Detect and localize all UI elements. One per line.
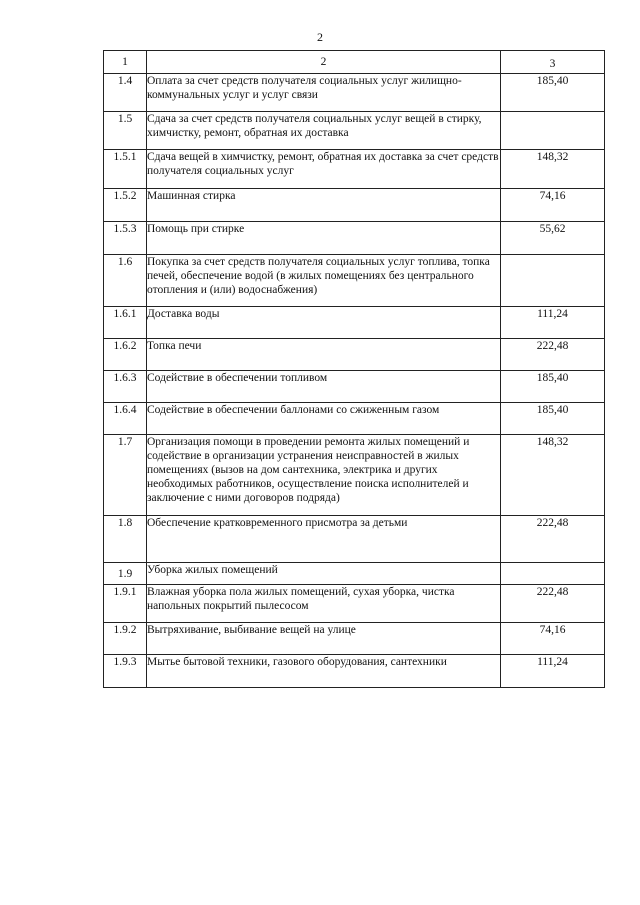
column-header-2: 2 — [147, 51, 501, 74]
row-description: Влажная уборка пола жилых помещений, сухая уборка, чистка напольных покрытий пылесосом — [147, 585, 501, 623]
row-number: 1.5.3 — [104, 222, 147, 255]
table-row — [104, 307, 605, 339]
row-description: Сдача за счет средств получателя социальных услуг вещей в стирку, химчистку, ремонт, обратная их доставка — [147, 112, 501, 150]
row-description: Уборка жилых помещений — [147, 563, 501, 585]
table-row — [104, 623, 605, 655]
page-number: 2 — [317, 30, 323, 44]
row-price: 222,48 — [501, 585, 605, 623]
table-row — [104, 74, 605, 112]
table-row — [104, 655, 605, 688]
row-price — [501, 255, 605, 307]
row-price: 74,16 — [501, 623, 605, 655]
row-description: Организация помощи в проведении ремонта жилых помещений и содействие в организации устранения неисправностей в жилых помещениях (вызов на дом сантехника, электрика и других необходимых работников, осуществление поиска исполнителей и заключение с ними договоров подряда) — [147, 435, 501, 516]
table-row — [104, 371, 605, 403]
row-number: 1.6 — [104, 255, 147, 307]
table-row — [104, 150, 605, 189]
row-price: 185,40 — [501, 371, 605, 403]
row-price: 111,24 — [501, 655, 605, 688]
row-price: 185,40 — [501, 74, 605, 112]
row-price: 74,16 — [501, 189, 605, 222]
row-number: 1.6.2 — [104, 339, 147, 371]
row-price: 222,48 — [501, 339, 605, 371]
row-number: 1.9.3 — [104, 655, 147, 688]
row-price: 111,24 — [501, 307, 605, 339]
services-price-table — [103, 50, 605, 688]
row-price — [501, 563, 605, 585]
row-price: 185,40 — [501, 403, 605, 435]
row-description: Покупка за счет средств получателя социальных услуг топлива, топка печей, обеспечение водой (в жилых помещениях без центрального отопления и (или) водоснабжения) — [147, 255, 501, 307]
table-row — [104, 563, 605, 585]
row-number: 1.9.1 — [104, 585, 147, 623]
row-description: Содействие в обеспечении топливом — [147, 371, 501, 403]
row-number: 1.5 — [104, 112, 147, 150]
row-number: 1.6.4 — [104, 403, 147, 435]
row-description: Помощь при стирке — [147, 222, 501, 255]
row-number: 1.4 — [104, 74, 147, 112]
row-description: Топка печи — [147, 339, 501, 371]
row-description: Содействие в обеспечении баллонами со сжиженным газом — [147, 403, 501, 435]
row-number: 1.9 — [104, 563, 147, 585]
column-header-3-label: 3 — [549, 58, 556, 70]
table-row — [104, 222, 605, 255]
header-row — [104, 51, 605, 74]
row-description: Машинная стирка — [147, 189, 501, 222]
row-description: Оплата за счет средств получателя социальных услуг жилищно-коммунальных услуг и услуг связи — [147, 74, 501, 112]
row-description: Обеспечение кратковременного присмотра за детьми — [147, 516, 501, 563]
row-number: 1.6.1 — [104, 307, 147, 339]
row-description: Доставка воды — [147, 307, 501, 339]
row-description: Вытряхивание, выбивание вещей на улице — [147, 623, 501, 655]
row-price — [501, 112, 605, 150]
row-number: 1.8 — [104, 516, 147, 563]
row-number: 1.5.2 — [104, 189, 147, 222]
row-number: 1.6.3 — [104, 371, 147, 403]
row-number: 1.9.2 — [104, 623, 147, 655]
table-row — [104, 516, 605, 563]
table-row — [104, 112, 605, 150]
table-row — [104, 339, 605, 371]
row-price: 222,48 — [501, 516, 605, 563]
table-row — [104, 255, 605, 307]
row-price: 148,32 — [501, 435, 605, 516]
row-number: 1.7 — [104, 435, 147, 516]
column-header-1: 1 — [104, 51, 147, 74]
row-number: 1.5.1 — [104, 150, 147, 189]
row-price: 148,32 — [501, 150, 605, 189]
table-row — [104, 189, 605, 222]
row-price: 55,62 — [501, 222, 605, 255]
table-row — [104, 435, 605, 516]
column-header-3 — [501, 51, 605, 74]
row-description: Сдача вещей в химчистку, ремонт, обратная их доставка за счет средств получателя социальных услуг — [147, 150, 501, 189]
table-row — [104, 585, 605, 623]
row-description: Мытье бытовой техники, газового оборудования, сантехники — [147, 655, 501, 688]
table-row — [104, 403, 605, 435]
